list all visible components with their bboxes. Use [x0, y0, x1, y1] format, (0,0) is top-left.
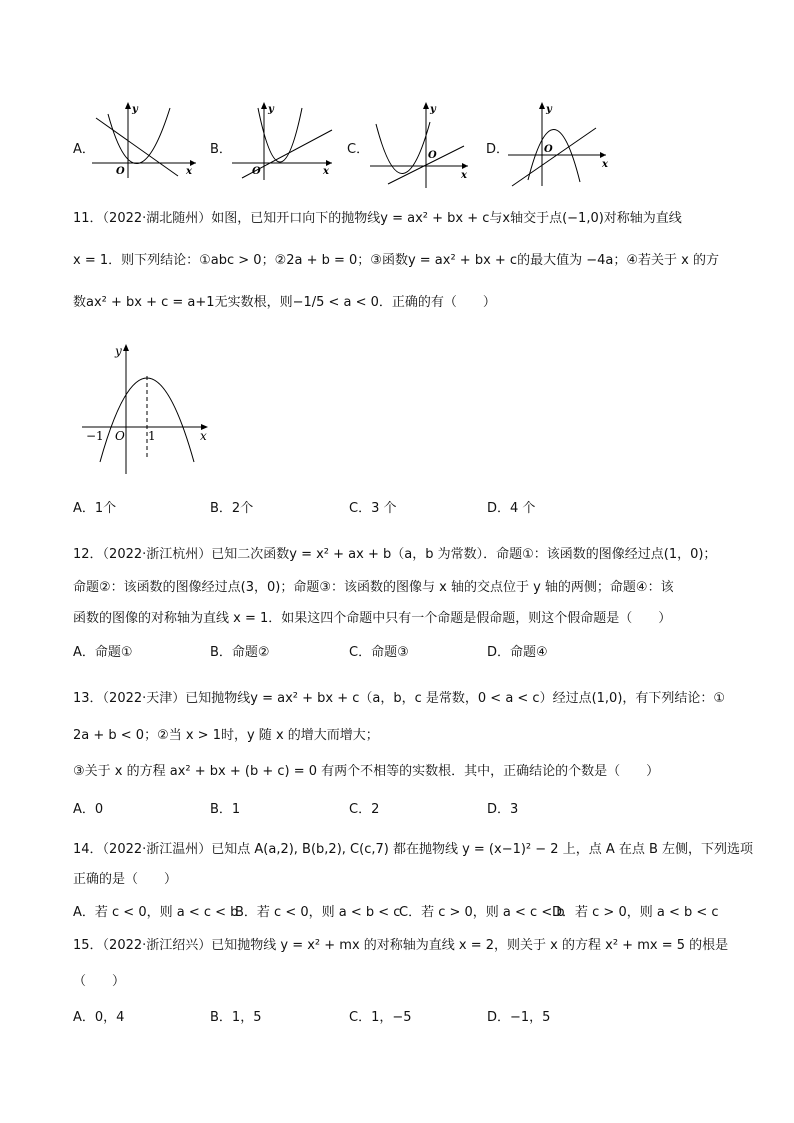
q10-option-c-label: C．: [347, 142, 370, 157]
y-label: y: [268, 104, 274, 115]
q14-option-c: C．若 c > 0，则 a < c < b: [399, 905, 565, 920]
q11-line-1: 11．（2022·湖北随州）如图，已知开口向下的抛物线y = ax² + bx + c与x轴交于点(−1,0)对称轴为直线: [73, 211, 682, 226]
q14-option-d: D．若 c > 0，则 a < b < c: [552, 905, 719, 920]
parabola: [258, 108, 302, 162]
line: [512, 128, 596, 186]
q12-option-b: B．命题②: [210, 645, 270, 660]
q12-line-3: 函数的图像的对称轴为直线 x = 1．如果这四个命题中只有一个命题是假命题，则这个假命题是（ ）: [73, 611, 672, 626]
parabola: [108, 108, 170, 164]
neg-one-label: −1: [86, 429, 104, 443]
x-label: x: [461, 170, 467, 181]
q10-option-a-label: A．: [73, 142, 95, 157]
q10-option-a-graph: [92, 100, 202, 180]
q14-line-1: 14．（2022·浙江温州）已知点 A(a,2), B(b,2), C(c,7) 都在抛物线 y = (x−1)² − 2 上，点 A 在点 B 左侧，下列选项: [73, 842, 754, 857]
q11-option-c: C．3 个: [349, 501, 397, 516]
q12-option-a: A．命题①: [73, 645, 133, 660]
x-label: x: [323, 166, 329, 177]
q13-option-d: D．3: [487, 802, 519, 817]
origin-label: O: [252, 166, 261, 177]
q10-option-c-graph: [368, 100, 478, 190]
q10-option-b-graph: [228, 100, 338, 180]
y-label: y: [546, 104, 552, 115]
q15-line-2: （ ）: [73, 974, 126, 989]
q13-option-a: A．0: [73, 802, 104, 817]
q11-option-a: A．1个: [73, 501, 117, 516]
x-label: x: [602, 159, 608, 170]
y-label: y: [115, 344, 122, 358]
q13-line-1: 13．（2022·天津）已知抛物线y = ax² + bx + c（a，b，c 是常数，0 < a < c）经过点(1,0)，有下列结论：①: [73, 691, 726, 706]
q15-option-a: A．0，4: [73, 1010, 125, 1025]
x-label: x: [186, 166, 192, 177]
origin-label: O: [544, 144, 553, 155]
q14-option-a: A．若 c < 0，则 a < c < b: [73, 905, 239, 920]
x-label: x: [200, 429, 207, 443]
q11-option-d: D．4 个: [487, 501, 536, 516]
q12-option-d: D．命题④: [487, 645, 548, 660]
q10-option-d-graph: [506, 100, 616, 190]
q15-line-1: 15．（2022·浙江绍兴）已知抛物线 y = x² + mx 的对称轴为直线 x = 2，则关于 x 的方程 x² + mx = 5 的根是: [73, 938, 729, 953]
y-label: y: [132, 104, 138, 115]
q12-line-2: 命题②：该函数的图像经过点(3，0)；命题③：该函数的图像与 x 轴的交点位于 y 轴的两侧；命题④：该: [73, 580, 674, 595]
q12-option-c: C．命题③: [349, 645, 409, 660]
q11-line-3: 数ax² + bx + c = a+1无实数根，则−1/5 < a < 0．正确的有（ ）: [73, 295, 496, 310]
q13-option-b: B．1: [210, 802, 241, 817]
q12-line-1: 12．（2022·浙江杭州）已知二次函数y = x² + ax + b（a，b 为常数）．命题①：该函数的图像经过点(1，0)；: [73, 547, 717, 562]
q10-option-d-label: D．: [486, 142, 510, 157]
parabola: [528, 129, 580, 182]
line: [96, 118, 178, 176]
q13-option-c: C．2: [349, 802, 380, 817]
q11-line-2: x = 1．则下列结论：①abc > 0；②2a + b = 0；③函数y = ax² + bx + c的最大值为 −4a；④若关于 x 的方: [73, 253, 719, 268]
q10-option-b-label: B．: [210, 142, 232, 157]
q13-line-2: 2a + b < 0；②当 x > 1时，y 随 x 的增大而增大；: [73, 728, 379, 743]
origin-label: O: [116, 166, 125, 177]
y-label: y: [430, 104, 436, 115]
q13-line-3: ③关于 x 的方程 ax² + bx + (b + c) = 0 有两个不相等的实数根．其中，正确结论的个数是（ ）: [73, 764, 660, 779]
q14-option-b: B．若 c < 0，则 a < b < c: [235, 905, 401, 920]
q14-line-2: 正确的是（ ）: [73, 872, 178, 887]
origin-label: O: [428, 150, 437, 161]
q15-option-b: B．1，5: [210, 1010, 262, 1025]
one-label: 1: [148, 429, 156, 443]
q15-option-d: D．−1，5: [487, 1010, 551, 1025]
q11-graph: [78, 340, 218, 480]
q15-option-c: C．1，−5: [349, 1010, 412, 1025]
origin-label: O: [115, 429, 125, 443]
q11-option-b: B．2个: [210, 501, 254, 516]
